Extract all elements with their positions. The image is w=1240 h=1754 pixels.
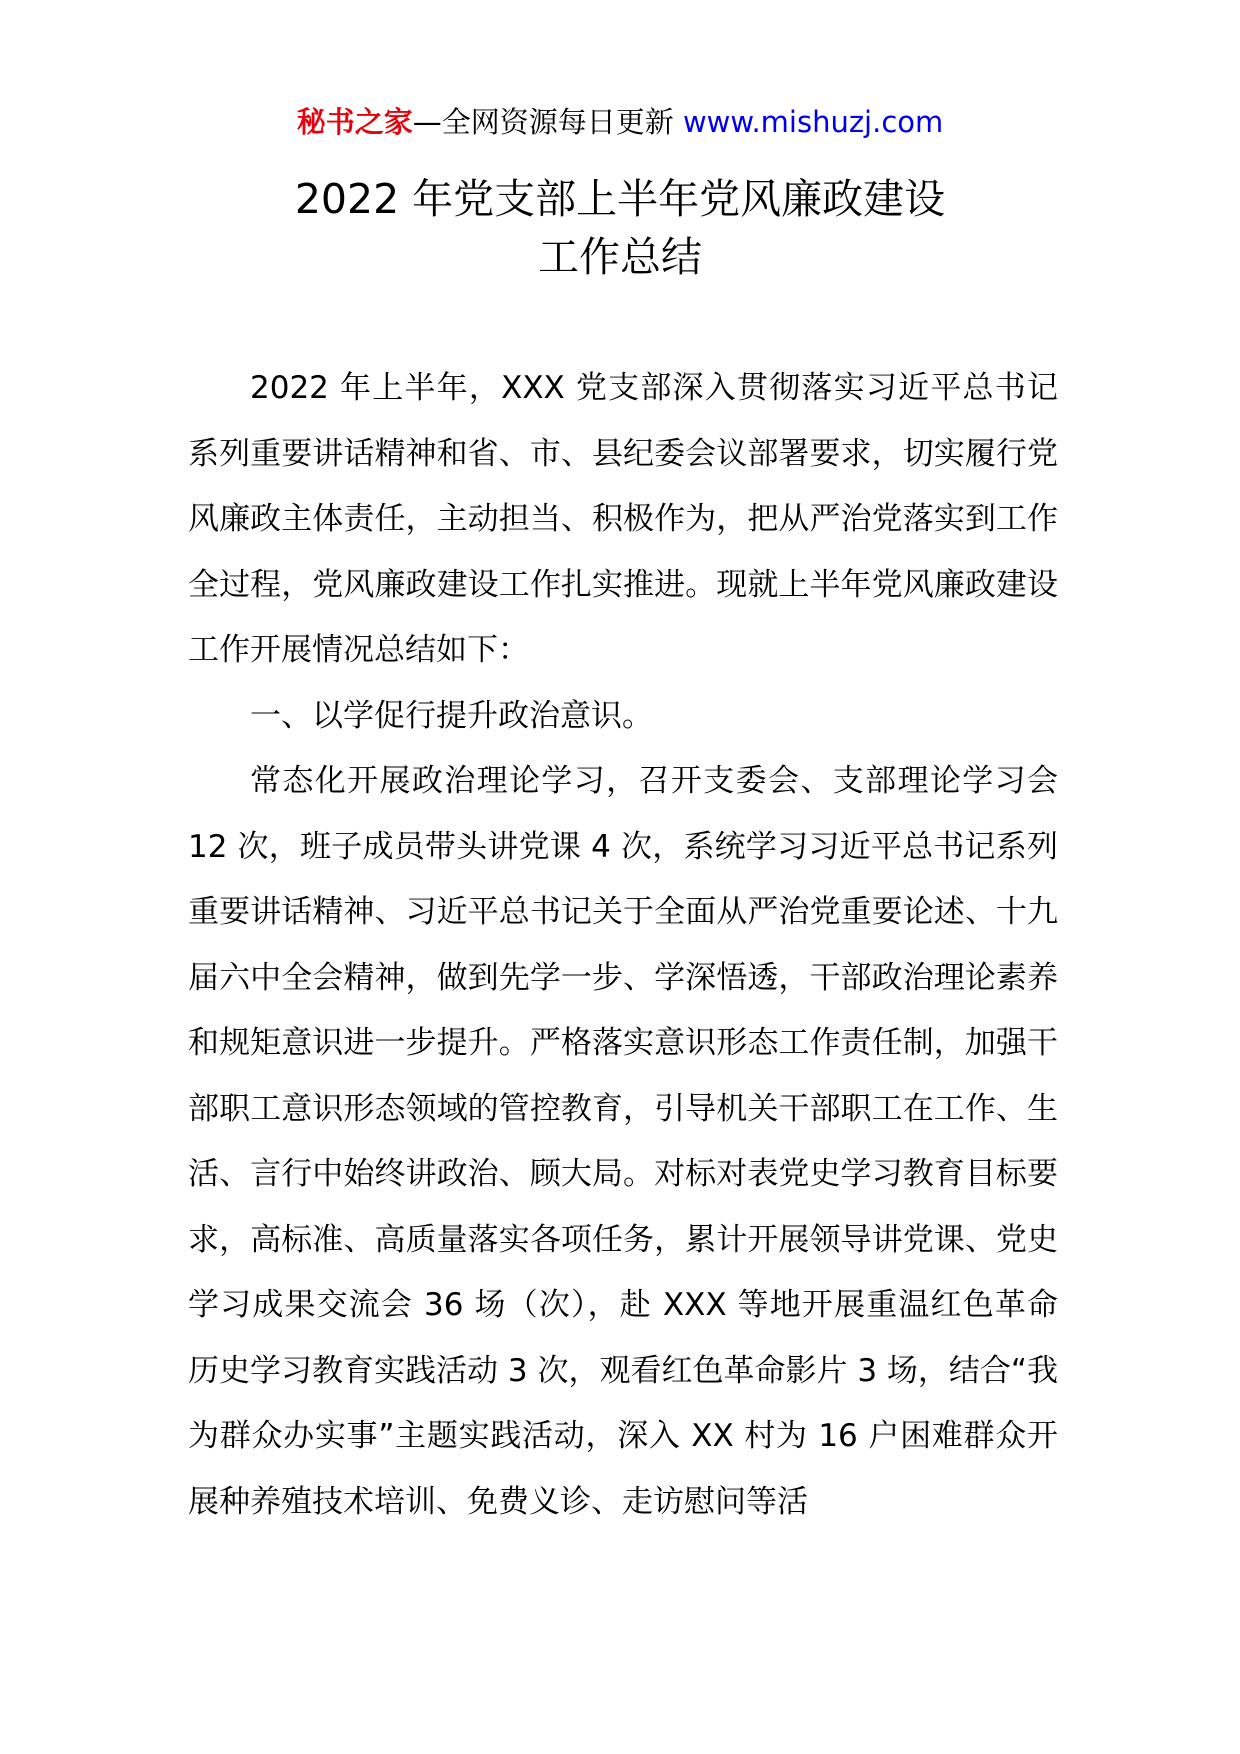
document-title (0, 170, 1240, 286)
site-url-link[interactable]: www.mishuzj.com (682, 105, 944, 139)
document-body (188, 356, 1058, 1535)
paragraph-intro: 2022 年上半年，XXX 党支部深入贯彻落实习近平总书记系列重要讲话精神和省、市、县纪委会议部署要求，切实履行党风廉政主体责任，主动担当、积极作为，把从严治党落实到工作全过程，党风廉政建设工作扎实推进。现就上半年党风廉政建设工作开展情况总结如下： (188, 370, 1058, 668)
paragraph-section-1: 常态化开展政治理论学习，召开支委会、支部理论学习会 12 次，班子成员带头讲党课 4 次，系统学习习近平总书记系列重要讲话精神、习近平总书记关于全面从严治党重要论述、十九届六中全会精神，做到先学一步、学深悟透，干部政治理论素养和规矩意识进一步提升。严格落实意识形态工作责任制，加强干部职工意识形态领域的管控教育，引导机关干部职工在工作、生活、言行中始终讲政治、顾大局。对标对表党史学习教育目标要求，高标准、高质量落实各项任务，累计开展领导讲党课、党史学习成果交流会 36 场（次），赴 XXX 等地开展重温红色革命历史学习教育实践活动 3 次，观看红色革命影片 3 场，结合“我为群众办实事”主题实践活动，深入 XX 村为 16 户困难群众开展种养殖技术培训、免费义诊、走访慰问等活 (188, 763, 1058, 1520)
brand-name: 秘书之家 (296, 105, 413, 139)
header-tagline: —全网资源每日更新 (412, 105, 674, 139)
section-heading-1: 一、以学促行提升政治意识。 (250, 697, 653, 734)
title-line-2: 工作总结 (538, 233, 702, 281)
site-header (0, 102, 1240, 142)
title-line-1: 2022 年党支部上半年党风廉政建设 (294, 175, 946, 223)
